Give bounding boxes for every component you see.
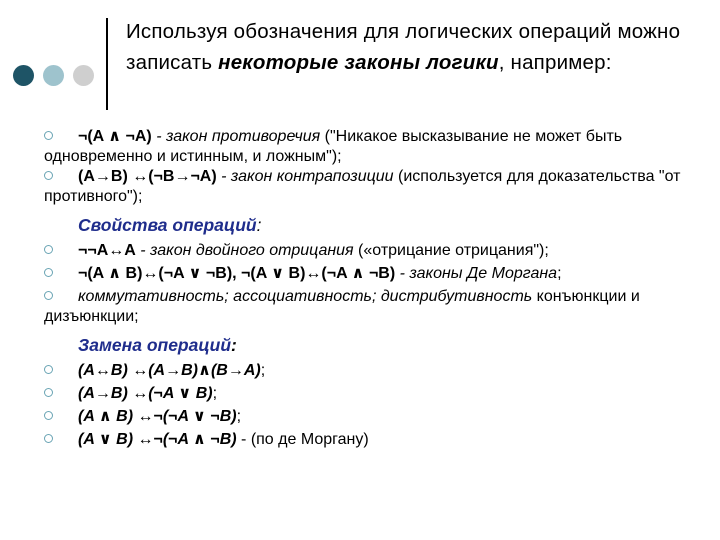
formula: ¬(A ∧ B)↔(¬A ∨ ¬B), ¬(A ∨ B)↔(¬A ∧ ¬B)	[78, 265, 396, 282]
formula: ¬(A ∧ ¬A)	[78, 128, 152, 145]
formula-tail: ;	[212, 385, 218, 402]
title-text-end: , например:	[498, 51, 612, 74]
bullet-icon	[44, 434, 53, 443]
law-name: - закон противоречия	[151, 128, 321, 145]
formula: (A→B) ↔(¬B→¬A)	[78, 168, 217, 185]
law-name: - закон двойного отрицания	[135, 242, 354, 259]
property-names: коммутативность; ассоциативность; дистрибутивность	[78, 288, 533, 305]
title-text-start: Используя обозначения для логических операций можно записать	[126, 20, 681, 74]
property-description: конъюнкции и дизъюнкции;	[44, 288, 640, 325]
law-description: («отрицание отрицания");	[353, 242, 549, 259]
section-heading-colon: :	[231, 335, 237, 355]
bullet-icon	[44, 411, 53, 420]
list-item	[44, 127, 712, 167]
formula-tail: ;	[236, 408, 242, 425]
dot-grey	[73, 65, 94, 86]
bullet-icon	[44, 268, 53, 277]
bullet-icon	[44, 291, 53, 300]
bullet-icon	[44, 365, 53, 374]
bullet-icon	[44, 131, 53, 140]
law-name: - закон контрапозиции	[216, 168, 394, 185]
section-heading-label: Свойства операций	[78, 215, 257, 235]
formula: (A→B) ↔(¬A ∨ B)	[78, 385, 213, 402]
list-item	[44, 407, 712, 427]
bullet-icon	[44, 388, 53, 397]
section-heading-replacement	[78, 335, 712, 355]
section-heading-colon: :	[256, 215, 262, 235]
law-name: - законы Де Моргана	[395, 265, 558, 282]
list-item	[44, 264, 712, 284]
formula-tail: - (по де Моргану)	[236, 431, 369, 448]
dot-light-blue	[43, 65, 64, 86]
list-item	[44, 361, 712, 381]
bullet-icon	[44, 171, 53, 180]
slide-title	[126, 16, 706, 78]
list-item	[44, 167, 712, 207]
law-description: ("Никакое высказывание не может быть одновременно и истинным, и ложным");	[44, 128, 623, 165]
list-item	[44, 384, 712, 404]
section-heading-label: Замена операций	[78, 335, 232, 355]
list-item	[44, 430, 712, 450]
title-divider	[106, 18, 108, 110]
dot-dark	[13, 65, 34, 86]
law-description: (используется для доказательства "от противного");	[44, 168, 681, 205]
formula: (A ∧ B) ↔¬(¬A ∨ ¬B)	[78, 408, 237, 425]
formula: (A ∨ B) ↔¬(¬A ∧ ¬B)	[78, 431, 237, 448]
list-item	[44, 287, 712, 327]
formula: ¬¬A↔A	[78, 242, 136, 259]
list-item	[44, 241, 712, 261]
decorative-dots	[13, 65, 95, 87]
formula-tail: ;	[260, 362, 266, 379]
formula: (A↔B) ↔(A→B)∧(B→A)	[78, 362, 261, 379]
law-description: ;	[557, 265, 562, 282]
slide-body	[44, 127, 712, 450]
title-emphasis: некоторые законы логики	[218, 51, 499, 74]
section-heading-properties	[78, 215, 712, 235]
bullet-icon	[44, 245, 53, 254]
